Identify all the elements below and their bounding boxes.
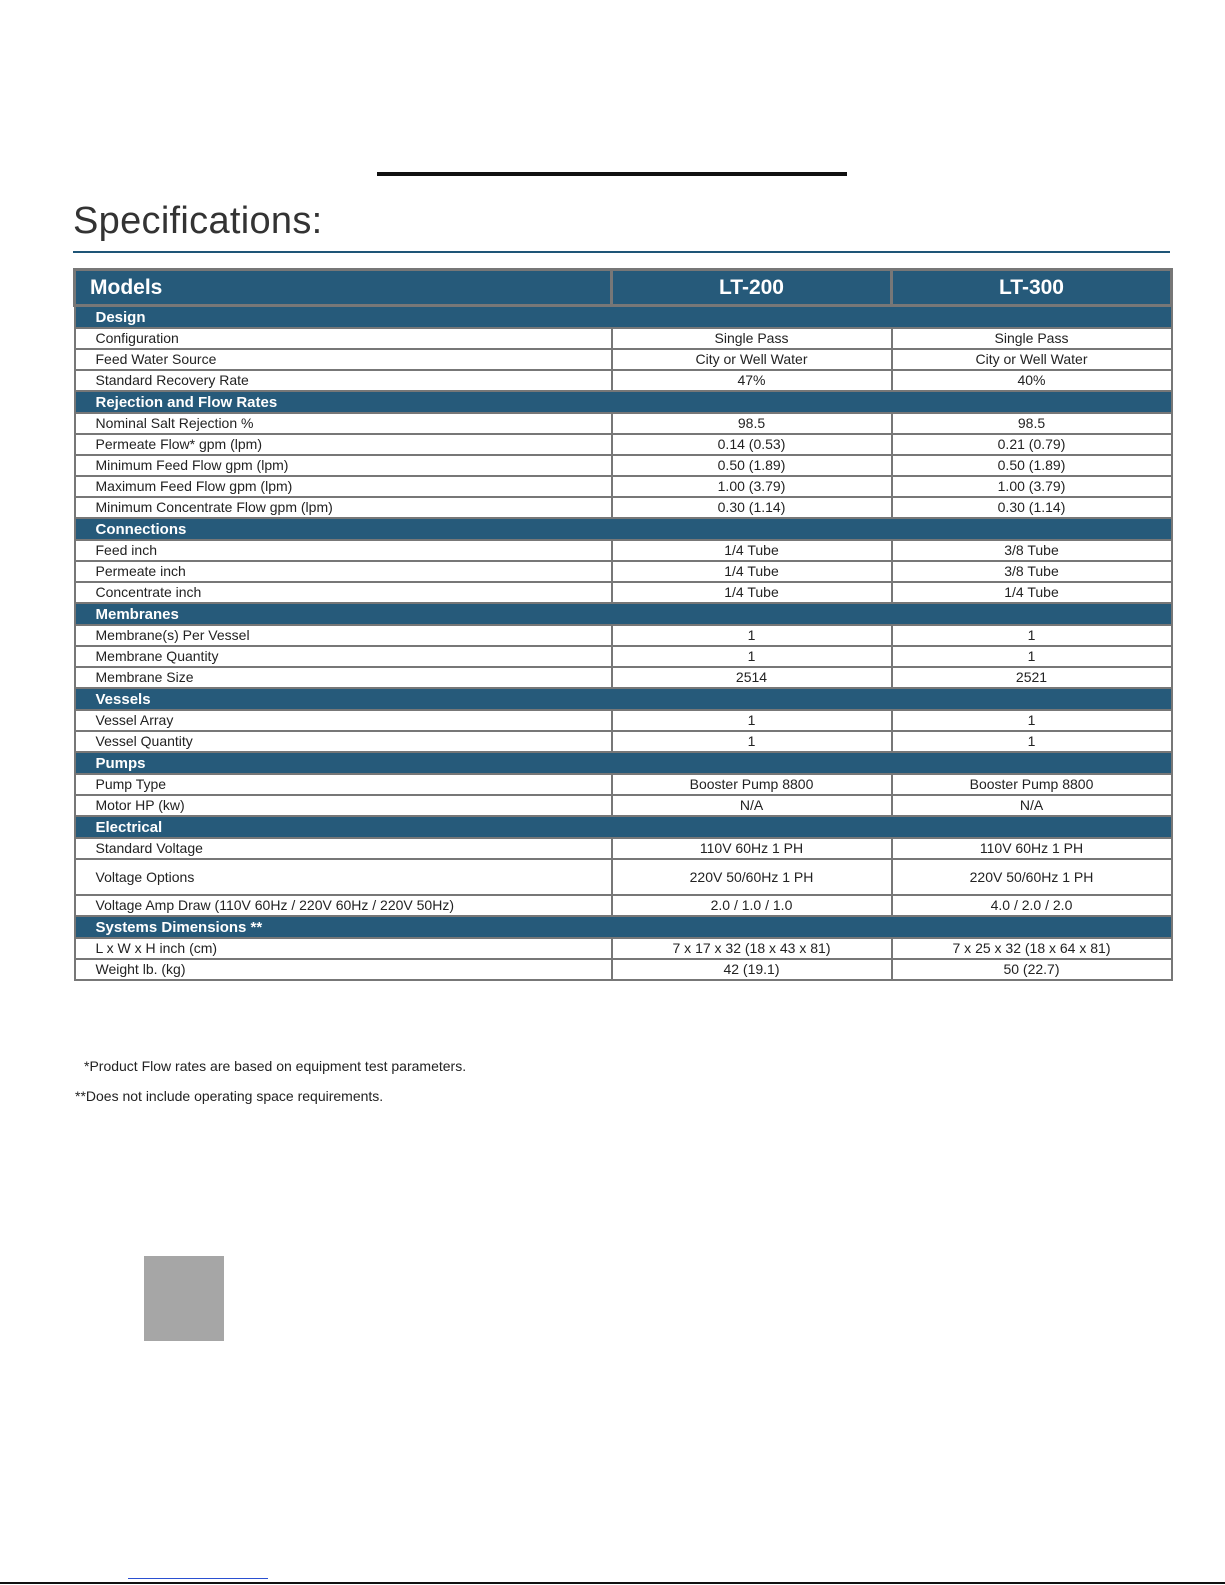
spec-value-lt-300: 0.30 (1.14) (892, 497, 1172, 518)
spec-label: Membrane Size (75, 667, 612, 688)
spec-label: Vessel Array (75, 710, 612, 731)
section-title: Membranes (75, 603, 1172, 625)
page-title: Specifications: (73, 200, 323, 242)
spec-row (75, 959, 1172, 980)
spec-row (75, 434, 1172, 455)
spec-value-lt-200: 7 x 17 x 32 (18 x 43 x 81) (612, 938, 892, 959)
spec-value-lt-300: Single Pass (892, 328, 1172, 349)
model-name-lt-200: LT-200 (612, 270, 892, 306)
spec-label: Feed inch (75, 540, 612, 561)
spec-label: Permeate Flow* gpm (lpm) (75, 434, 612, 455)
spec-value-lt-300: 1.00 (3.79) (892, 476, 1172, 497)
spec-label: Membrane(s) Per Vessel (75, 625, 612, 646)
spec-value-lt-300: 2521 (892, 667, 1172, 688)
spec-value-lt-200: 0.50 (1.89) (612, 455, 892, 476)
spec-value-lt-300: 3/8 Tube (892, 540, 1172, 561)
spec-value-lt-200: 42 (19.1) (612, 959, 892, 980)
spec-label: Standard Voltage (75, 838, 612, 859)
footnote-flow-rates: *Product Flow rates are based on equipment test parameters. (84, 1058, 467, 1074)
spec-label: Feed Water Source (75, 349, 612, 370)
spec-label: Minimum Feed Flow gpm (lpm) (75, 455, 612, 476)
spec-row (75, 455, 1172, 476)
spec-value-lt-300: 0.21 (0.79) (892, 434, 1172, 455)
spec-value-lt-200: 1/4 Tube (612, 561, 892, 582)
spec-row (75, 795, 1172, 816)
spec-value-lt-200: 1.00 (3.79) (612, 476, 892, 497)
models-header-label: Models (75, 270, 612, 306)
spec-value-lt-200: 1/4 Tube (612, 540, 892, 561)
spec-row (75, 497, 1172, 518)
spec-value-lt-200: 2514 (612, 667, 892, 688)
spec-label: Voltage Amp Draw (110V 60Hz / 220V 60Hz / 220V 50Hz) (75, 895, 612, 916)
spec-value-lt-200: City or Well Water (612, 349, 892, 370)
spec-row (75, 413, 1172, 434)
models-header-row (75, 270, 1172, 306)
spec-value-lt-200: 0.30 (1.14) (612, 497, 892, 518)
spec-value-lt-200: 1 (612, 625, 892, 646)
specifications-table (73, 268, 1173, 981)
spec-row (75, 859, 1172, 895)
spec-value-lt-200: 1 (612, 646, 892, 667)
section-title: Vessels (75, 688, 1172, 710)
model-name-lt-300: LT-300 (892, 270, 1172, 306)
spec-value-lt-300: 110V 60Hz 1 PH (892, 838, 1172, 859)
spec-value-lt-200: N/A (612, 795, 892, 816)
section-header-row (75, 518, 1172, 540)
spec-label: Membrane Quantity (75, 646, 612, 667)
spec-row (75, 476, 1172, 497)
spec-label: Vessel Quantity (75, 731, 612, 752)
section-header-row (75, 306, 1172, 329)
section-header-row (75, 391, 1172, 413)
spec-label: Pump Type (75, 774, 612, 795)
section-title: Systems Dimensions ** (75, 916, 1172, 938)
spec-row (75, 625, 1172, 646)
spec-label: Concentrate inch (75, 582, 612, 603)
section-title: Connections (75, 518, 1172, 540)
spec-value-lt-300: N/A (892, 795, 1172, 816)
spec-value-lt-200: 98.5 (612, 413, 892, 434)
section-header-row (75, 752, 1172, 774)
bottom-link-underline (128, 1578, 268, 1579)
spec-value-lt-200: 2.0 / 1.0 / 1.0 (612, 895, 892, 916)
spec-value-lt-300: 1/4 Tube (892, 582, 1172, 603)
spec-row (75, 667, 1172, 688)
section-header-row (75, 816, 1172, 838)
spec-label: Minimum Concentrate Flow gpm (lpm) (75, 497, 612, 518)
spec-label: Motor HP (kw) (75, 795, 612, 816)
section-header-row (75, 916, 1172, 938)
spec-label: Nominal Salt Rejection % (75, 413, 612, 434)
spec-value-lt-300: 1 (892, 646, 1172, 667)
spec-value-lt-200: 1/4 Tube (612, 582, 892, 603)
spec-label: Maximum Feed Flow gpm (lpm) (75, 476, 612, 497)
spec-value-lt-200: 1 (612, 710, 892, 731)
section-title: Design (75, 306, 1172, 329)
spec-value-lt-200: 220V 50/60Hz 1 PH (612, 859, 892, 895)
spec-value-lt-300: 98.5 (892, 413, 1172, 434)
grey-placeholder-block (144, 1256, 224, 1341)
spec-value-lt-200: 110V 60Hz 1 PH (612, 838, 892, 859)
spec-label: L x W x H inch (cm) (75, 938, 612, 959)
section-header-row (75, 688, 1172, 710)
spec-value-lt-200: 1 (612, 731, 892, 752)
spec-label: Permeate inch (75, 561, 612, 582)
spec-row (75, 328, 1172, 349)
spec-value-lt-200: Booster Pump 8800 (612, 774, 892, 795)
spec-row (75, 774, 1172, 795)
section-title: Electrical (75, 816, 1172, 838)
spec-value-lt-300: 50 (22.7) (892, 959, 1172, 980)
spec-row (75, 731, 1172, 752)
spec-value-lt-300: 220V 50/60Hz 1 PH (892, 859, 1172, 895)
top-divider (377, 172, 847, 176)
footnote-dimensions: **Does not include operating space requirements. (75, 1088, 384, 1104)
spec-label: Configuration (75, 328, 612, 349)
bottom-divider (0, 1582, 1225, 1584)
specifications-body (75, 306, 1172, 981)
spec-row (75, 938, 1172, 959)
spec-value-lt-300: 1 (892, 710, 1172, 731)
spec-row (75, 838, 1172, 859)
spec-value-lt-200: Single Pass (612, 328, 892, 349)
section-header-row (75, 603, 1172, 625)
spec-value-lt-300: 40% (892, 370, 1172, 391)
spec-value-lt-300: 4.0 / 2.0 / 2.0 (892, 895, 1172, 916)
spec-row (75, 561, 1172, 582)
spec-label: Weight lb. (kg) (75, 959, 612, 980)
spec-row (75, 710, 1172, 731)
spec-value-lt-300: 1 (892, 625, 1172, 646)
spec-label: Voltage Options (75, 859, 612, 895)
spec-value-lt-200: 47% (612, 370, 892, 391)
spec-label: Standard Recovery Rate (75, 370, 612, 391)
spec-value-lt-300: City or Well Water (892, 349, 1172, 370)
spec-value-lt-300: 1 (892, 731, 1172, 752)
spec-value-lt-300: 3/8 Tube (892, 561, 1172, 582)
spec-row (75, 349, 1172, 370)
spec-value-lt-300: 7 x 25 x 32 (18 x 64 x 81) (892, 938, 1172, 959)
spec-value-lt-300: Booster Pump 8800 (892, 774, 1172, 795)
spec-row (75, 582, 1172, 603)
spec-value-lt-200: 0.14 (0.53) (612, 434, 892, 455)
spec-row (75, 370, 1172, 391)
spec-value-lt-300: 0.50 (1.89) (892, 455, 1172, 476)
spec-row (75, 646, 1172, 667)
heading-underline (73, 251, 1170, 253)
spec-row (75, 895, 1172, 916)
section-title: Rejection and Flow Rates (75, 391, 1172, 413)
section-title: Pumps (75, 752, 1172, 774)
spec-row (75, 540, 1172, 561)
